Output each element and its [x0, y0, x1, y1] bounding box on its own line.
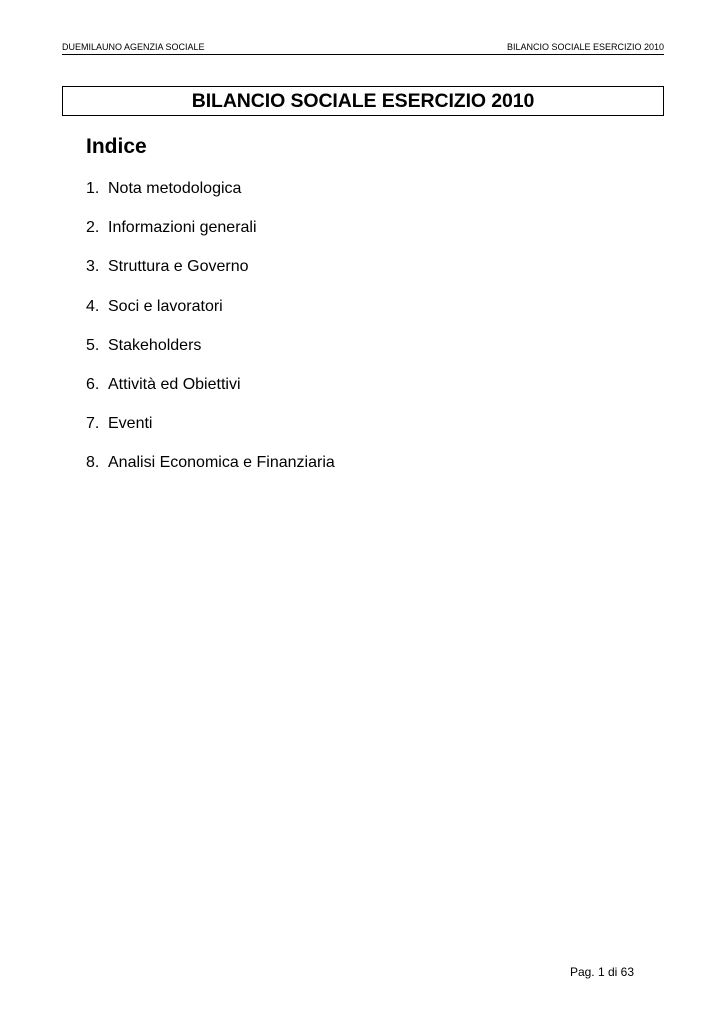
toc-item-label: Attività ed Obiettivi	[108, 375, 241, 393]
toc-item	[86, 374, 335, 413]
header-organization: DUEMILAUNO AGENZIA SOCIALE	[62, 42, 205, 52]
toc-item	[86, 217, 335, 256]
table-of-contents	[86, 178, 335, 492]
toc-item	[86, 413, 335, 452]
toc-item-number: 2.	[86, 219, 100, 237]
toc-item-label: Struttura e Governo	[108, 258, 249, 276]
toc-item	[86, 178, 335, 217]
toc-item-label: Informazioni generali	[108, 219, 257, 237]
toc-item	[86, 335, 335, 374]
index-heading: Indice	[86, 135, 147, 158]
toc-item-label: Analisi Economica e Finanziaria	[108, 454, 335, 472]
toc-item-label: Nota metodologica	[108, 180, 242, 197]
toc-item-number: 5.	[86, 336, 100, 354]
toc-item	[86, 296, 335, 335]
page-number: Pag. 1 di 63	[569, 965, 634, 979]
toc-item-number: 8.	[86, 454, 100, 472]
toc-item-label: Eventi	[108, 415, 153, 433]
header-document-title: BILANCIO SOCIALE ESERCIZIO 2010	[506, 42, 664, 52]
toc-item-label: Stakeholders	[108, 336, 202, 354]
toc-item-number: 7.	[86, 415, 100, 433]
toc-item-number: 3.	[86, 258, 100, 276]
page-header	[62, 40, 664, 55]
toc-item-number: 4.	[86, 297, 100, 315]
toc-item-label: Soci e lavoratori	[108, 297, 223, 315]
toc-item	[86, 256, 335, 295]
toc-item-number: 6.	[86, 375, 100, 393]
toc-item-number: 1.	[86, 180, 100, 197]
toc-item	[86, 452, 335, 491]
document-title: BILANCIO SOCIALE ESERCIZIO 2010	[62, 86, 664, 116]
